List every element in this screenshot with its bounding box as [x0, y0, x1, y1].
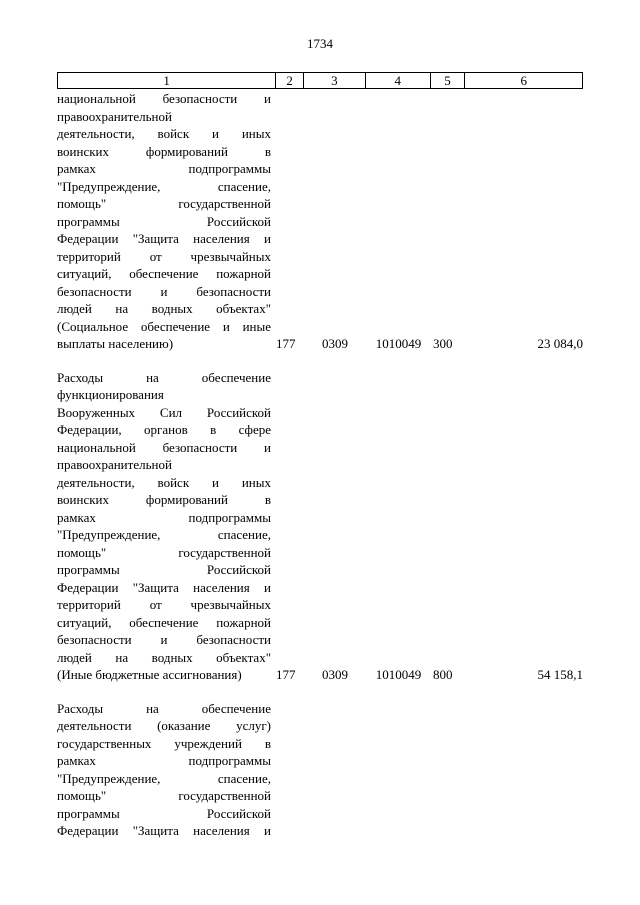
description-line: выплаты населению) [57, 336, 174, 351]
description-line: Федерации "Защита населения и [57, 579, 271, 595]
header-col-2: 2 [276, 73, 304, 88]
row-description [57, 700, 271, 840]
description-line: помощь" государственной [57, 196, 271, 211]
description-line: рамках подпрограммы [57, 161, 271, 176]
description-line: (Социальное обеспечение и иные [57, 318, 271, 334]
description-line: "Предупреждение, спасение, [57, 178, 271, 194]
description-line: Федерации, органов в сфере [57, 422, 271, 437]
description-line: рамках подпрограммы [57, 753, 271, 768]
description-line: деятельности (оказание услуг) [57, 718, 271, 733]
row-gap [57, 353, 583, 369]
description-line: ситуаций, обеспечение пожарной [57, 266, 271, 281]
description-line: функционирования [57, 387, 164, 402]
description-line: ситуаций, обеспечение пожарной [57, 614, 271, 630]
section-code: 0309 [322, 667, 348, 682]
row-description [57, 369, 271, 684]
description-line: рамках подпрограммы [57, 509, 271, 525]
description-line: государственных учреждений в [57, 735, 271, 751]
description-line: воинских формирований в [57, 143, 271, 159]
description-line: территорий от чрезвычайных [57, 248, 271, 264]
ministry-code: 177 [276, 667, 296, 682]
row-values [276, 666, 583, 684]
page-number: 1734 [307, 36, 333, 51]
table-row [57, 700, 583, 840]
expense-type-code: 300 [433, 336, 453, 351]
description-line: "Предупреждение, спасение, [57, 527, 271, 542]
amount: 54 158,1 [537, 667, 583, 682]
description-line: Федерации "Защита населения и [57, 231, 271, 246]
description-line: людей на водных объектах" [57, 301, 271, 316]
description-line: правоохранительной [57, 108, 172, 124]
description-line: программы Российской [57, 562, 271, 577]
description-line: программы Российской [57, 805, 271, 821]
description-line: Расходы на обеспечение [57, 700, 271, 716]
header-col-6: 6 [520, 73, 527, 88]
description-line: "Предупреждение, спасение, [57, 770, 271, 786]
description-line: помощь" государственной [57, 544, 271, 560]
table-header [57, 72, 583, 89]
description-line: правоохранительной [57, 457, 172, 472]
table-body [57, 90, 583, 840]
description-line: помощь" государственной [57, 788, 271, 803]
expense-type-code: 800 [433, 667, 453, 682]
header-col-3: 3 [304, 73, 366, 88]
row-gap [57, 684, 583, 700]
description-line: Вооруженных Сил Российской [57, 404, 271, 420]
description-line: воинских формирований в [57, 492, 271, 507]
description-line: безопасности и безопасности [57, 283, 271, 299]
description-line: Федерации "Защита населения и [57, 823, 271, 838]
target-article-code: 1010049 [375, 667, 422, 682]
header-col-5: 5 [431, 73, 466, 88]
description-line: национальной безопасности и [57, 91, 271, 106]
description-line: людей на водных объектах" [57, 649, 271, 665]
row-values [276, 335, 583, 353]
description-line: программы Российской [57, 213, 271, 229]
ministry-code: 177 [276, 336, 296, 351]
description-line: деятельности, войск и иных [57, 126, 271, 141]
description-line: национальной безопасности и [57, 439, 271, 455]
description-line: территорий от чрезвычайных [57, 597, 271, 612]
description-line: (Иные бюджетные ассигнования) [57, 667, 242, 682]
description-line: деятельности, войск и иных [57, 474, 271, 490]
row-description [57, 90, 271, 353]
table-row [57, 90, 583, 353]
header-col-4: 4 [366, 73, 431, 88]
description-line: Расходы на обеспечение [57, 369, 271, 385]
target-article-code: 1010049 [375, 336, 422, 351]
section-code: 0309 [322, 336, 348, 351]
amount: 23 084,0 [537, 336, 583, 351]
header-col-1: 1 [58, 73, 276, 88]
table-row [57, 369, 583, 684]
description-line: безопасности и безопасности [57, 632, 271, 647]
